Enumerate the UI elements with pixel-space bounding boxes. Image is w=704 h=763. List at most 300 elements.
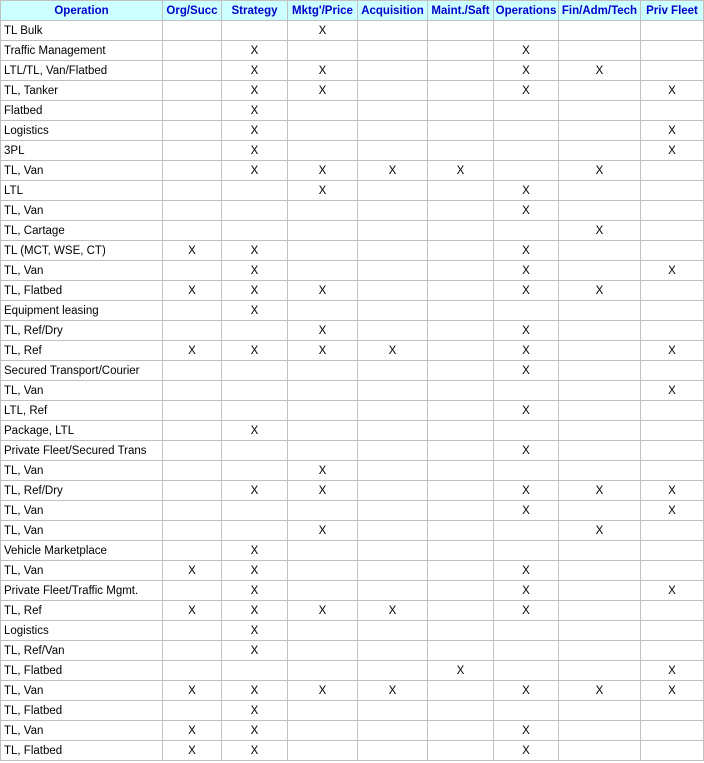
flag-cell	[358, 481, 428, 501]
operation-cell: TL, Ref/Dry	[1, 481, 163, 501]
flag-cell	[428, 561, 494, 581]
operation-cell: TL, Van	[1, 561, 163, 581]
flag-cell	[428, 341, 494, 361]
flag-cell	[358, 521, 428, 541]
operation-cell: TL, Van	[1, 201, 163, 221]
flag-cell: X	[494, 261, 559, 281]
operation-cell: LTL/TL, Van/Flatbed	[1, 61, 163, 81]
flag-cell	[494, 101, 559, 121]
flag-cell: X	[222, 541, 288, 561]
operation-cell: TL Bulk	[1, 21, 163, 41]
flag-cell	[288, 101, 358, 121]
flag-cell: X	[222, 721, 288, 741]
table-row	[1, 741, 704, 761]
flag-cell	[428, 521, 494, 541]
flag-cell	[358, 201, 428, 221]
header-strategy: Strategy	[222, 1, 288, 21]
flag-cell	[641, 641, 704, 661]
flag-cell	[358, 21, 428, 41]
flag-cell	[559, 661, 641, 681]
header-acquisition: Acquisition	[358, 1, 428, 21]
flag-cell: X	[222, 681, 288, 701]
flag-cell	[428, 281, 494, 301]
flag-cell	[641, 701, 704, 721]
flag-cell	[163, 81, 222, 101]
flag-cell	[428, 321, 494, 341]
flag-cell	[358, 501, 428, 521]
flag-cell: X	[641, 381, 704, 401]
flag-cell	[494, 541, 559, 561]
flag-cell	[428, 261, 494, 281]
flag-cell	[288, 741, 358, 761]
flag-cell: X	[163, 281, 222, 301]
flag-cell	[641, 41, 704, 61]
flag-cell: X	[222, 481, 288, 501]
flag-cell	[494, 661, 559, 681]
flag-cell	[163, 481, 222, 501]
operation-cell: TL, Ref	[1, 601, 163, 621]
operation-cell: TL, Van	[1, 161, 163, 181]
flag-cell	[641, 21, 704, 41]
flag-cell: X	[288, 521, 358, 541]
flag-cell	[222, 401, 288, 421]
flag-cell	[428, 221, 494, 241]
flag-cell: X	[163, 341, 222, 361]
flag-cell	[358, 81, 428, 101]
flag-cell: X	[222, 341, 288, 361]
flag-cell: X	[358, 601, 428, 621]
flag-cell	[559, 721, 641, 741]
matrix-body	[1, 21, 704, 761]
flag-cell	[288, 621, 358, 641]
flag-cell	[641, 441, 704, 461]
flag-cell: X	[641, 81, 704, 101]
flag-cell	[559, 561, 641, 581]
flag-cell: X	[641, 341, 704, 361]
flag-cell	[222, 461, 288, 481]
flag-cell	[358, 361, 428, 381]
table-row	[1, 361, 704, 381]
flag-cell	[641, 241, 704, 261]
flag-cell	[428, 61, 494, 81]
flag-cell	[559, 241, 641, 261]
flag-cell: X	[288, 681, 358, 701]
operation-cell: TL, Flatbed	[1, 661, 163, 681]
flag-cell	[559, 641, 641, 661]
flag-cell	[428, 361, 494, 381]
header-operation: Operation	[1, 1, 163, 21]
flag-cell	[358, 221, 428, 241]
flag-cell: X	[222, 161, 288, 181]
flag-cell	[163, 321, 222, 341]
flag-cell	[641, 461, 704, 481]
flag-cell: X	[222, 121, 288, 141]
flag-cell: X	[163, 561, 222, 581]
flag-cell	[559, 181, 641, 201]
table-row	[1, 61, 704, 81]
flag-cell	[641, 101, 704, 121]
flag-cell: X	[288, 61, 358, 81]
flag-cell	[163, 701, 222, 721]
flag-cell	[288, 141, 358, 161]
flag-cell	[494, 521, 559, 541]
flag-cell: X	[358, 341, 428, 361]
operation-cell: Package, LTL	[1, 421, 163, 441]
table-row	[1, 401, 704, 421]
flag-cell	[288, 581, 358, 601]
flag-cell	[358, 401, 428, 421]
operation-cell: TL, Van	[1, 681, 163, 701]
flag-cell	[641, 741, 704, 761]
flag-cell: X	[163, 741, 222, 761]
table-row	[1, 81, 704, 101]
flag-cell: X	[428, 161, 494, 181]
flag-cell	[559, 321, 641, 341]
table-row	[1, 421, 704, 441]
flag-cell	[163, 521, 222, 541]
flag-cell	[428, 121, 494, 141]
flag-cell	[163, 541, 222, 561]
flag-cell	[358, 661, 428, 681]
flag-cell	[641, 541, 704, 561]
flag-cell	[428, 141, 494, 161]
flag-cell: X	[641, 661, 704, 681]
table-row	[1, 181, 704, 201]
flag-cell: X	[222, 621, 288, 641]
flag-cell	[163, 21, 222, 41]
flag-cell: X	[358, 161, 428, 181]
table-row	[1, 561, 704, 581]
operation-cell: Traffic Management	[1, 41, 163, 61]
flag-cell	[163, 41, 222, 61]
flag-cell	[428, 621, 494, 641]
table-row	[1, 641, 704, 661]
table-row	[1, 201, 704, 221]
table-row	[1, 261, 704, 281]
flag-cell	[358, 461, 428, 481]
flag-cell: X	[288, 601, 358, 621]
flag-cell	[288, 701, 358, 721]
flag-cell	[163, 221, 222, 241]
flag-cell	[358, 281, 428, 301]
flag-cell	[559, 541, 641, 561]
table-row	[1, 581, 704, 601]
flag-cell: X	[494, 241, 559, 261]
flag-cell: X	[641, 681, 704, 701]
flag-cell	[494, 221, 559, 241]
flag-cell	[358, 41, 428, 61]
operation-cell: 3PL	[1, 141, 163, 161]
flag-cell	[288, 41, 358, 61]
flag-cell: X	[288, 161, 358, 181]
flag-cell	[494, 301, 559, 321]
flag-cell	[641, 201, 704, 221]
table-row	[1, 241, 704, 261]
flag-cell	[559, 741, 641, 761]
table-row	[1, 281, 704, 301]
flag-cell: X	[288, 461, 358, 481]
flag-cell	[163, 401, 222, 421]
header-fin-adm-tech: Fin/Adm/Tech	[559, 1, 641, 21]
flag-cell	[559, 261, 641, 281]
operation-cell: LTL	[1, 181, 163, 201]
flag-cell: X	[494, 561, 559, 581]
flag-cell: X	[494, 41, 559, 61]
flag-cell	[641, 721, 704, 741]
flag-cell	[494, 461, 559, 481]
flag-cell	[163, 141, 222, 161]
operation-cell: TL, Van	[1, 501, 163, 521]
flag-cell	[428, 741, 494, 761]
flag-cell	[641, 281, 704, 301]
flag-cell	[222, 321, 288, 341]
table-row	[1, 601, 704, 621]
operation-cell: LTL, Ref	[1, 401, 163, 421]
flag-cell	[288, 121, 358, 141]
operation-cell: TL, Ref/Van	[1, 641, 163, 661]
flag-cell: X	[494, 61, 559, 81]
flag-cell: X	[559, 61, 641, 81]
flag-cell	[494, 421, 559, 441]
flag-cell	[358, 241, 428, 261]
flag-cell: X	[494, 321, 559, 341]
flag-cell: X	[641, 501, 704, 521]
flag-cell	[288, 441, 358, 461]
flag-cell	[494, 141, 559, 161]
flag-cell	[559, 421, 641, 441]
table-row	[1, 341, 704, 361]
flag-cell	[222, 661, 288, 681]
operation-cell: TL, Cartage	[1, 221, 163, 241]
flag-cell	[358, 61, 428, 81]
flag-cell	[559, 401, 641, 421]
flag-cell	[428, 101, 494, 121]
flag-cell: X	[559, 281, 641, 301]
flag-cell: X	[428, 661, 494, 681]
operation-cell: Private Fleet/Traffic Mgmt.	[1, 581, 163, 601]
flag-cell	[358, 261, 428, 281]
operation-cell: Flatbed	[1, 101, 163, 121]
flag-cell	[163, 441, 222, 461]
operation-cell: TL, Ref/Dry	[1, 321, 163, 341]
flag-cell: X	[494, 401, 559, 421]
flag-cell	[163, 61, 222, 81]
flag-cell	[222, 221, 288, 241]
operation-cell: Secured Transport/Courier	[1, 361, 163, 381]
table-row	[1, 301, 704, 321]
flag-cell	[288, 721, 358, 741]
flag-cell: X	[641, 141, 704, 161]
flag-cell: X	[222, 241, 288, 261]
table-row	[1, 41, 704, 61]
flag-cell	[163, 661, 222, 681]
flag-cell	[163, 121, 222, 141]
flag-cell	[559, 81, 641, 101]
flag-cell	[288, 401, 358, 421]
flag-cell	[288, 301, 358, 321]
flag-cell: X	[559, 481, 641, 501]
flag-cell	[358, 321, 428, 341]
flag-cell: X	[288, 481, 358, 501]
flag-cell	[163, 461, 222, 481]
flag-cell: X	[222, 601, 288, 621]
flag-cell	[288, 501, 358, 521]
flag-cell	[222, 21, 288, 41]
flag-cell: X	[163, 721, 222, 741]
flag-cell: X	[222, 581, 288, 601]
operation-cell: TL, Flatbed	[1, 281, 163, 301]
flag-cell	[163, 621, 222, 641]
flag-cell: X	[358, 681, 428, 701]
flag-cell	[494, 161, 559, 181]
flag-cell	[428, 461, 494, 481]
flag-cell	[288, 201, 358, 221]
flag-cell: X	[559, 681, 641, 701]
flag-cell	[358, 701, 428, 721]
flag-cell: X	[494, 721, 559, 741]
flag-cell: X	[222, 81, 288, 101]
flag-cell	[428, 181, 494, 201]
table-row	[1, 461, 704, 481]
flag-cell	[428, 501, 494, 521]
flag-cell	[358, 561, 428, 581]
flag-cell: X	[288, 21, 358, 41]
operation-cell: Logistics	[1, 121, 163, 141]
flag-cell	[288, 241, 358, 261]
flag-cell	[559, 121, 641, 141]
flag-cell: X	[288, 281, 358, 301]
flag-cell: X	[494, 281, 559, 301]
flag-cell	[222, 381, 288, 401]
flag-cell: X	[494, 601, 559, 621]
flag-cell	[163, 261, 222, 281]
flag-cell	[222, 201, 288, 221]
flag-cell	[288, 561, 358, 581]
flag-cell	[428, 21, 494, 41]
flag-cell	[163, 641, 222, 661]
flag-cell	[428, 721, 494, 741]
flag-cell	[163, 421, 222, 441]
flag-cell: X	[641, 481, 704, 501]
operation-cell: Private Fleet/Secured Trans	[1, 441, 163, 461]
flag-cell	[559, 101, 641, 121]
flag-cell	[428, 81, 494, 101]
flag-cell	[358, 641, 428, 661]
operation-cell: Logistics	[1, 621, 163, 641]
header-maint-saft: Maint./Saft	[428, 1, 494, 21]
flag-cell	[358, 741, 428, 761]
flag-cell	[163, 301, 222, 321]
flag-cell	[288, 381, 358, 401]
flag-cell: X	[222, 261, 288, 281]
flag-cell	[358, 421, 428, 441]
flag-cell: X	[288, 181, 358, 201]
operation-cell: TL (MCT, WSE, CT)	[1, 241, 163, 261]
flag-cell	[494, 641, 559, 661]
flag-cell	[163, 181, 222, 201]
flag-cell	[428, 641, 494, 661]
flag-cell	[428, 241, 494, 261]
flag-cell	[222, 441, 288, 461]
flag-cell	[641, 61, 704, 81]
flag-cell	[641, 301, 704, 321]
operation-cell: TL, Van	[1, 461, 163, 481]
table-row	[1, 701, 704, 721]
flag-cell: X	[641, 121, 704, 141]
header-priv-fleet: Priv Fleet	[641, 1, 704, 21]
flag-cell	[559, 41, 641, 61]
table-row	[1, 661, 704, 681]
flag-cell: X	[494, 361, 559, 381]
flag-cell: X	[288, 321, 358, 341]
flag-cell	[494, 381, 559, 401]
flag-cell	[358, 541, 428, 561]
flag-cell	[559, 461, 641, 481]
flag-cell	[358, 581, 428, 601]
flag-cell	[559, 621, 641, 641]
flag-cell	[163, 361, 222, 381]
flag-cell	[641, 161, 704, 181]
flag-cell: X	[559, 521, 641, 541]
flag-cell	[428, 681, 494, 701]
flag-cell: X	[222, 301, 288, 321]
flag-cell	[358, 441, 428, 461]
flag-cell	[358, 721, 428, 741]
header-operations: Operations	[494, 1, 559, 21]
flag-cell	[559, 601, 641, 621]
header-org-succ: Org/Succ	[163, 1, 222, 21]
flag-cell: X	[494, 341, 559, 361]
flag-cell	[428, 581, 494, 601]
table-row	[1, 101, 704, 121]
flag-cell	[428, 421, 494, 441]
flag-cell: X	[641, 261, 704, 281]
flag-cell	[288, 361, 358, 381]
flag-cell	[494, 701, 559, 721]
flag-cell	[428, 441, 494, 461]
flag-cell	[559, 501, 641, 521]
flag-cell	[641, 601, 704, 621]
flag-cell	[641, 221, 704, 241]
flag-cell	[428, 601, 494, 621]
flag-cell	[559, 441, 641, 461]
operation-cell: TL, Van	[1, 521, 163, 541]
flag-cell	[428, 381, 494, 401]
flag-cell	[428, 401, 494, 421]
flag-cell	[428, 41, 494, 61]
operation-cell: TL, Flatbed	[1, 741, 163, 761]
flag-cell	[288, 641, 358, 661]
operation-cell: TL, Ref	[1, 341, 163, 361]
flag-cell	[222, 361, 288, 381]
flag-cell: X	[222, 641, 288, 661]
table-row	[1, 321, 704, 341]
flag-cell	[222, 181, 288, 201]
table-row	[1, 541, 704, 561]
flag-cell	[559, 301, 641, 321]
flag-cell: X	[559, 221, 641, 241]
flag-cell: X	[494, 201, 559, 221]
table-row	[1, 161, 704, 181]
flag-cell: X	[222, 61, 288, 81]
flag-cell	[428, 201, 494, 221]
flag-cell: X	[222, 741, 288, 761]
table-row	[1, 721, 704, 741]
operation-cell: TL, Flatbed	[1, 701, 163, 721]
flag-cell	[641, 321, 704, 341]
flag-cell: X	[222, 281, 288, 301]
flag-cell	[428, 301, 494, 321]
